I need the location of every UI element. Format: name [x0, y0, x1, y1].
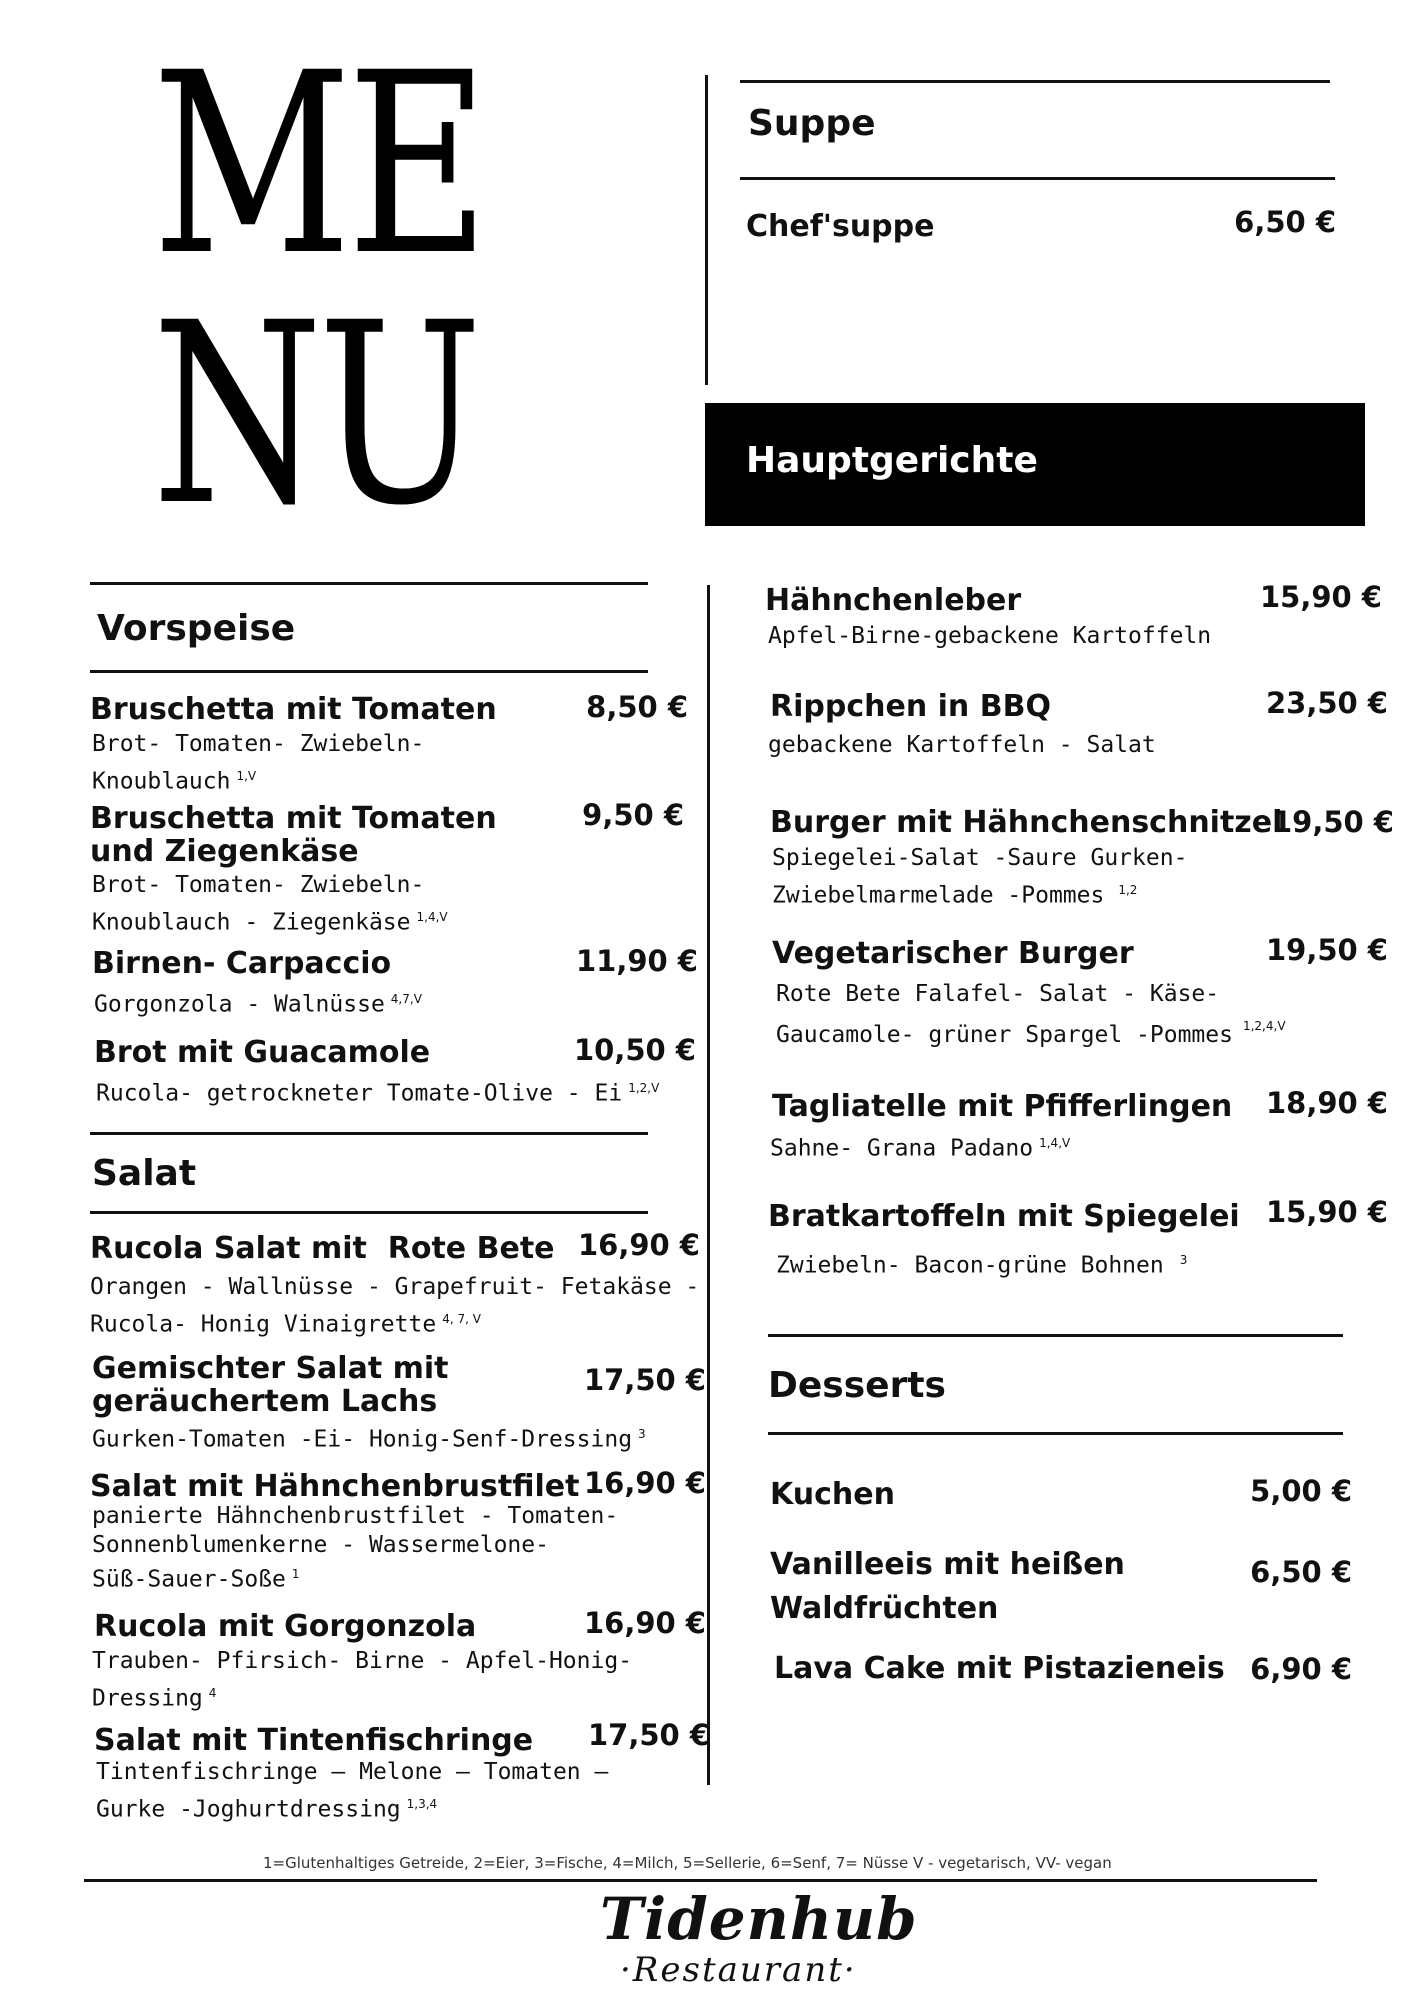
salat-item-name: Rucola Salat mit Rote Bete	[90, 1231, 555, 1266]
salat-item-price: 17,50 €	[583, 1363, 706, 1397]
dessert-item-name: Kuchen	[770, 1477, 895, 1512]
vorspeise-item-price: 10,50 €	[573, 1033, 696, 1067]
salat-item-price: 17,50 €	[587, 1718, 710, 1752]
desserts-rule-top	[768, 1334, 1343, 1337]
center-divider	[707, 585, 710, 1785]
dessert-item-name: Lava Cake mit Pistazieneis	[774, 1651, 1225, 1686]
salat-item-desc: panierte Hähnchenbrustfilet - Tomaten- Sonnenblumenkerne - Wassermelone- Süß-Sauer-Soße $^1$	[92, 1503, 619, 1593]
desserts-rule-bottom	[768, 1432, 1343, 1435]
suppe-rule-bottom	[740, 177, 1335, 180]
haupt-item-name: Bratkartoffeln mit Spiegelei	[768, 1199, 1240, 1234]
salat-item-desc: Gurken-Tomaten -Ei- Honig-Senf-Dressing $^3$	[92, 1426, 646, 1453]
dessert-item-price: 6,50 €	[1250, 1555, 1352, 1589]
haupt-item-name: Hähnchenleber	[765, 583, 1022, 618]
vorspeise-item-name: Bruschetta mit Tomaten und Ziegenkäse	[90, 801, 497, 869]
allergen-note: 1,V	[236, 769, 257, 783]
allergen-note: 1,2,4,V	[1242, 1019, 1286, 1033]
vorspeise-item-desc: Gorgonzola - Walnüsse $^{4,7,V}$	[94, 991, 422, 1018]
haupt-item-price: 19,50 €	[1265, 933, 1388, 967]
vorspeise-item-price: 8,50 €	[586, 690, 688, 724]
vorspeise-item-desc: Brot- Tomaten- Zwiebeln- Knoublauch - Ziegenkäse $^{1,4,V}$	[92, 872, 448, 936]
allergen-note: 1,4,V	[1039, 1136, 1071, 1150]
haupt-item-price: 19,50 €	[1271, 805, 1394, 839]
restaurant-logo-subtitle: ·Restaurant·	[620, 1950, 857, 1990]
allergen-legend: 1=Glutenhaltiges Getreide, 2=Eier, 3=Fische, 4=Milch, 5=Sellerie, 6=Senf, 7= Nüsse V - vegetarisch, VV- vegan	[263, 1854, 1112, 1872]
menu-title-line1: ME	[152, 19, 485, 310]
salat-item-desc: Orangen - Wallnüsse - Grapefruit- Fetakäse - Rucola- Honig Vinaigrette $^{4, 7, V}$	[90, 1274, 700, 1338]
salat-item-price: 16,90 €	[583, 1466, 706, 1500]
salat-item-price: 16,90 €	[577, 1228, 700, 1262]
vorspeise-rule-bottom	[90, 670, 648, 673]
haupt-item-desc: Apfel-Birne-gebackene Kartoffeln	[768, 623, 1212, 649]
suppe-rule-top	[740, 80, 1330, 83]
salat-item-name: Rucola mit Gorgonzola	[94, 1609, 477, 1644]
haupt-item-name: Rippchen in BBQ	[770, 689, 1051, 724]
dessert-item-price: 5,00 €	[1250, 1474, 1352, 1508]
allergen-note: 1,4,V	[416, 910, 448, 924]
salat-heading: Salat	[92, 1153, 197, 1194]
salat-item-desc: Trauben- Pfirsich- Birne - Apfel-Honig- Dressing $^4$	[92, 1648, 633, 1712]
allergen-note: 1,2	[1118, 883, 1138, 897]
salat-item-price: 16,90 €	[583, 1606, 706, 1640]
vorspeise-rule-top	[90, 582, 648, 585]
vorspeise-heading: Vorspeise	[97, 608, 296, 649]
haupt-item-desc: Zwiebeln- Bacon-grüne Bohnen $^3$	[776, 1252, 1188, 1279]
haupt-item-desc: gebackene Kartoffeln - Salat	[768, 732, 1156, 758]
haupt-item-price: 15,90 €	[1265, 1195, 1388, 1229]
salat-rule-bottom	[90, 1211, 648, 1214]
allergen-note: 3	[638, 1427, 646, 1441]
allergen-note: 4	[208, 1686, 217, 1700]
haupt-item-name: Burger mit Hähnchenschnitzel	[770, 805, 1283, 840]
allergen-note: 4,7,V	[390, 992, 422, 1006]
footer-rule	[84, 1879, 1317, 1882]
haupt-item-name: Tagliatelle mit Pfifferlingen	[772, 1089, 1233, 1124]
allergen-note: 4, 7, V	[442, 1312, 481, 1326]
haupt-item-name: Vegetarischer Burger	[772, 936, 1134, 971]
haupt-item-desc: Rote Bete Falafel- Salat - Käse- Gaucamole- grüner Spargel -Pommes $^{1,2,4,V}$	[776, 981, 1286, 1048]
restaurant-logo: Tidenhub	[600, 1885, 918, 1953]
vorspeise-item-desc: Rucola- getrockneter Tomate-Olive - Ei $^{1,2,V}$	[96, 1080, 660, 1107]
salat-item-name: Salat mit Hähnchenbrustfilet	[90, 1469, 580, 1504]
haupt-item-price: 15,90 €	[1259, 580, 1382, 614]
salat-item-name: Salat mit Tintenfischringe	[94, 1723, 534, 1758]
vorspeise-item-price: 9,50 €	[582, 798, 684, 832]
allergen-note: 1	[291, 1567, 300, 1581]
vorspeise-item-name: Brot mit Guacamole	[94, 1035, 431, 1070]
allergen-note: 1,3,4	[406, 1797, 438, 1811]
allergen-note: 3	[1179, 1253, 1188, 1267]
suppe-item-name: Chef'suppe	[746, 209, 935, 244]
vorspeise-item-name: Bruschetta mit Tomaten	[90, 692, 497, 727]
vorspeise-item-name: Birnen- Carpaccio	[92, 946, 392, 981]
salat-item-desc: Tintenfischringe – Melone – Tomaten – Gurke -Joghurtdressing $^{1,3,4}$	[96, 1759, 609, 1823]
salat-item-name: Gemischter Salat mit geräuchertem Lachs	[92, 1351, 449, 1419]
menu-title-line2: NU	[152, 269, 478, 560]
dessert-item-name: Vanilleeis mit heißen Waldfrüchten	[770, 1547, 1125, 1626]
hauptgerichte-heading: Hauptgerichte	[746, 440, 1038, 481]
haupt-item-desc: Spiegelei-Salat -Saure Gurken- Zwiebelmarmelade -Pommes $^{1,2}$	[772, 845, 1188, 909]
desserts-heading: Desserts	[768, 1365, 946, 1406]
suppe-heading: Suppe	[748, 103, 876, 144]
vorspeise-item-desc: Brot- Tomaten- Zwiebeln- Knoublauch $^{1,V}$	[92, 731, 425, 795]
haupt-item-desc: Sahne- Grana Padano $^{1,4,V}$	[770, 1135, 1071, 1162]
suppe-divider-vertical	[705, 75, 708, 385]
vorspeise-item-price: 11,90 €	[575, 944, 698, 978]
haupt-item-price: 18,90 €	[1265, 1086, 1388, 1120]
dessert-item-price: 6,90 €	[1250, 1652, 1352, 1686]
suppe-item-price: 6,50 €	[1234, 205, 1336, 239]
salat-rule-top	[90, 1132, 648, 1135]
allergen-note: 1,2,V	[628, 1081, 660, 1095]
haupt-item-price: 23,50 €	[1265, 686, 1388, 720]
